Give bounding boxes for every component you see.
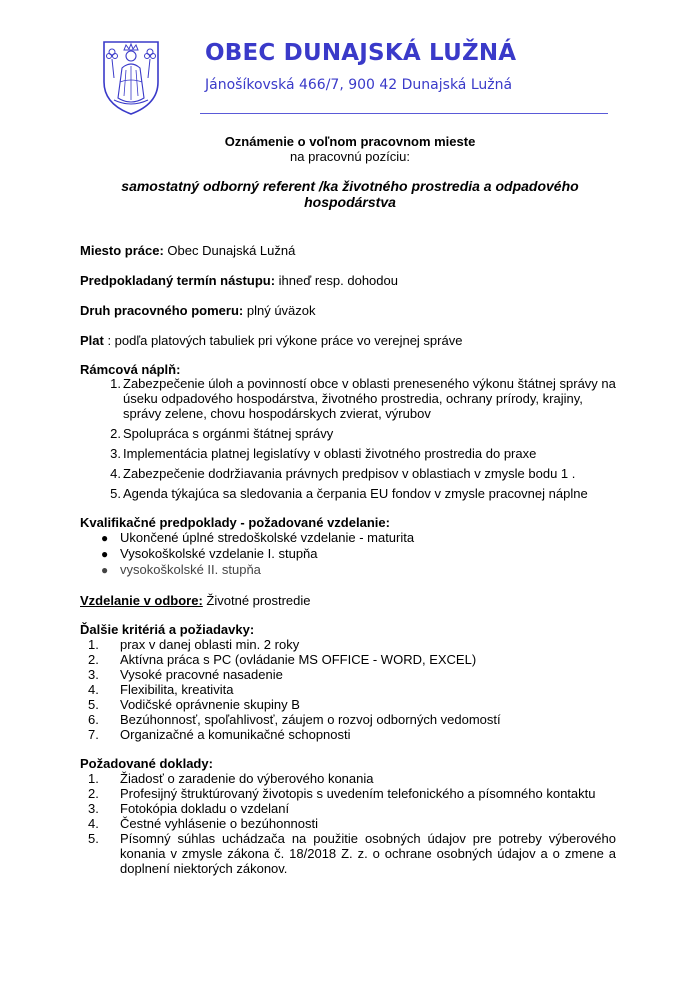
field-of-study-label: Vzdelanie v odbore: [80,593,203,608]
documents-heading: Požadované doklady: [80,756,213,771]
list-item: 4. Čestné vyhlásenie o bezúhonnosti [88,816,319,831]
list-item: 4. Flexibilita, kreativita [88,682,234,697]
list-item: 5. Agenda týkajúca sa sledovania a čerpania EU fondov v zmysle pracovnej náplne [110,486,588,501]
municipality-address: Jánošíkovská 466/7, 900 42 Dunajská Lužná [205,77,513,93]
field-of-study-value: Životné prostredie [202,593,311,608]
field-place-value: Obec Dunajská Lužná [163,243,296,258]
criteria-heading: Ďalšie kritériá a požiadavky: [80,622,255,637]
list-item: 3. Implementácia platnej legislatívy v oblasti životného prostredia do praxe [110,446,537,461]
field-start-value: ihneď resp. dohodou [275,273,398,288]
list-item: 3. Fotokópia dokladu o vzdelaní [88,801,290,816]
duties-heading: Rámcová náplň: [80,362,181,377]
list-item: 6. Bezúhonnosť, spoľahlivosť, záujem o rozvoj odborných vedomostí [88,712,501,727]
field-place [80,243,295,258]
qualifications-heading: Kvalifikačné predpoklady - požadované vzdelanie: [80,515,390,530]
field-salary-label: Plat [80,333,104,348]
position-title [110,178,590,210]
coat-of-arms-icon [100,38,162,116]
field-type-value: plný úväzok [243,303,316,318]
duties-list [80,376,620,506]
field-salary [80,333,462,348]
field-start-label: Predpokladaný termín nástupu: [80,273,276,288]
list-item: 3. Vysoké pracovné nasadenie [88,667,283,682]
criteria-list [80,637,620,742]
field-place-label: Miesto práce: [80,243,164,258]
list-item: 5. Písomný súhlas uchádzača na použitie osobných údajov pre potreby výberového konania v zmysle zákona č. 18/2018 Z. z. o ochrane osobných údajov a o zmene a doplnení niektorých zákonov. [88,831,616,876]
list-item: 4. Zabezpečenie dodržiavania právnych predpisov v oblastiach v zmysle bodu 1 . [110,466,576,481]
documents-list [80,771,616,876]
list-item: 5. Vodičské oprávnenie skupiny B [88,697,300,712]
list-item: 2. Aktívna práca s PC (ovládanie MS OFFICE - WORD, EXCEL) [88,652,477,667]
field-of-study [80,593,310,608]
list-item: ● Vysokoškolské vzdelanie I. stupňa [101,546,318,561]
bullet-icon: ● [101,547,109,561]
field-salary-value: : podľa platových tabuliek pri výkone práce vo verejnej správe [103,333,463,348]
field-start [80,273,398,288]
list-item: 1. prax v danej oblasti min. 2 roky [88,637,300,652]
position-title-line2: hospodárstva [304,194,396,210]
position-title-line1: samostatný odborný referent /ka životného prostredia a odpadového [121,178,579,194]
list-item: 1. Zabezpečenie úloh a povinností obce v oblasti preneseného výkonu štátnej správy na úseku odpadového hospodárstva, životného prostredia, ochrany prírody, krajiny, správy zelene, chovu hospodárskych zvierat, výrubov [110,376,616,421]
notice-title: Oznámenie o voľnom pracovnom mieste [224,134,476,149]
header-divider [200,113,608,114]
notice-subtitle: na pracovnú pozíciu: [290,149,410,164]
list-item: ● Ukončené úplné stredoškolské vzdelanie - maturita [101,530,415,545]
bullet-icon: ● [101,563,109,577]
list-item: 2. Profesijný štruktúrovaný životopis s uvedením telefonického a písomného kontaktu [88,786,596,801]
list-item: 2. Spolupráca s orgánmi štátnej správy [110,426,334,441]
municipality-name: OBEC DUNAJSKÁ LUŽNÁ [205,40,517,66]
field-type-label: Druh pracovného pomeru: [80,303,244,318]
list-item: ● vysokoškolské II. stupňa [101,562,261,577]
qualifications-list [80,530,414,578]
list-item: 1. Žiadosť o zaradenie do výberového konania [88,771,374,786]
bullet-icon: ● [101,531,109,545]
field-type [80,303,316,318]
list-item: 7. Organizačné a komunikačné schopnosti [88,727,351,742]
